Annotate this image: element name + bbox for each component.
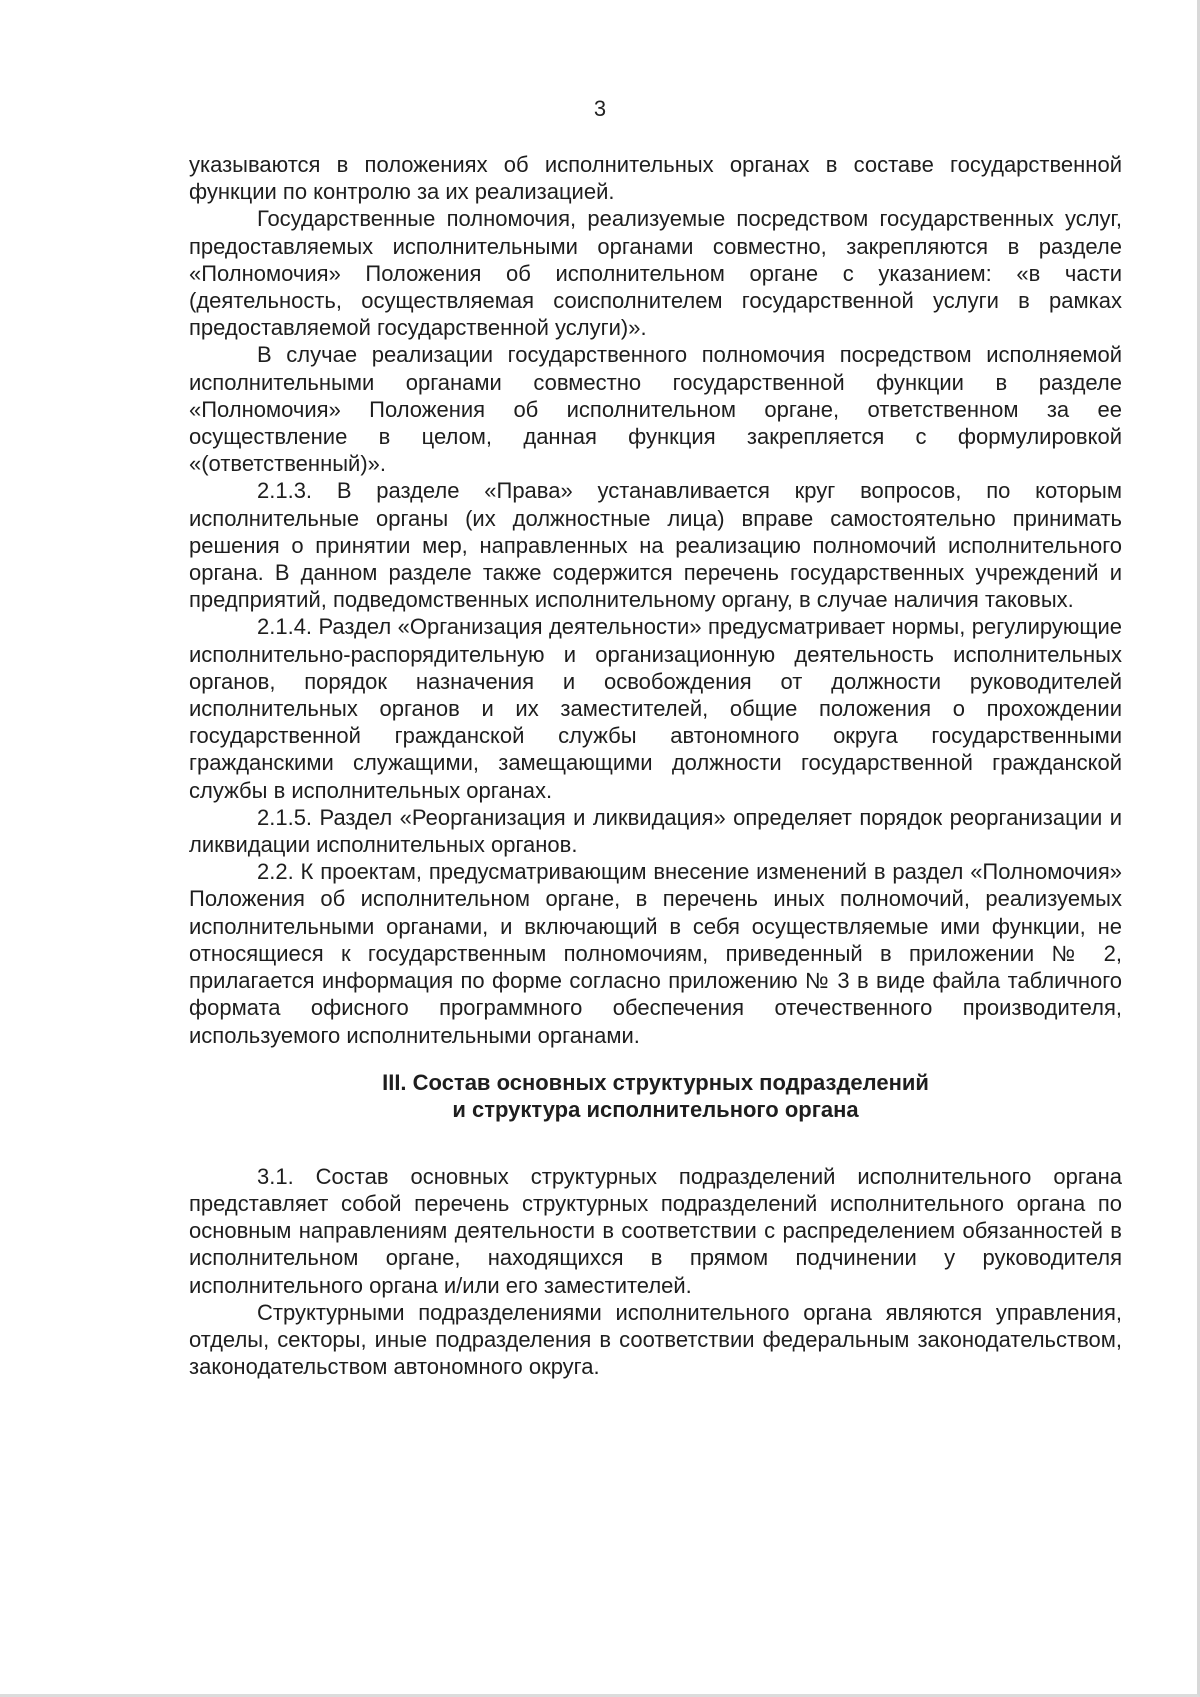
paragraph-2-1-3: 2.1.3. В разделе «Права» устанавливается круг вопросов, по которым исполнительные органы (их должностные лица) вправе самостоятельно принимать решения о принятии мер, направленных на реализацию полномочий исполнительного органа. В данном разделе также содержится перечень государственных учреждений и предприятий, подведомственных исполнительному органу, в случае наличия таковых. [189,478,1122,613]
page-number: 3 [593,96,607,121]
paragraph-3-1: 3.1. Состав основных структурных подразделений исполнительного органа представляет собой перечень структурных подразделений исполнительного органа по основным направлениям деятельности в соответствии с распределением обязанностей в исполнительном органе, находящихся в прямом подчинении у руководителя исполнительного органа и/или его заместителей. [189,1163,1122,1298]
paragraph-structural-units: Структурными подразделениями исполнительного органа являются управления, отделы, секторы, иные подразделения в соответствии федеральным законодательством, законодательством автономного округа. [189,1299,1122,1380]
section-heading-line-1: III. Состав основных структурных подразделений [382,1069,929,1095]
document-body [189,151,1122,1380]
paragraph-joint-services: Государственные полномочия, реализуемые посредством государственных услуг, предоставляемых исполнительными органами совместно, закрепляются в разделе «Полномочия» Положения об исполнительном органе с указанием: «в части (деятельность, осуществляемая соисполнителем государственной услуги в рамках предоставляемой государственной услуги)». [189,206,1122,341]
section-heading-line-2: и структура исполнительного органа [452,1096,859,1122]
section-heading [189,1069,1122,1123]
paragraph-2-1-5: 2.1.5. Раздел «Реорганизация и ликвидация» определяет порядок реорганизации и ликвидации исполнительных органов. [189,804,1122,858]
paragraph-2-2: 2.2. К проектам, предусматривающим внесение изменений в раздел «Полномочия» Положения об исполнительном органе, в перечень иных полномочий, реализуемых исполнительными органами, и включающий в себя осуществляемые ими функции, не относящиеся к государственным полномочиям, приведенный в приложении № 2, прилагается информация по форме согласно приложению № 3 в виде файла табличного формата офисного программного обеспечения отечественного производителя, используемого исполнительными органами. [189,859,1122,1048]
paragraph-joint-function: В случае реализации государственного полномочия посредством исполняемой исполнительными органами совместно государственной функции в разделе «Полномочия» Положения об исполнительном органе, ответственном за ее осуществление в целом, данная функция закрепляется с формулировкой «(ответственный)». [189,342,1122,477]
paragraph-2-1-4: 2.1.4. Раздел «Организация деятельности» предусматривает нормы, регулирующие исполнительно-распорядительную и организационную деятельность исполнительных органов, порядок назначения и освобождения от должности руководителей исполнительных органов и их заместителей, общие положения о прохождении государственной гражданской службы автономного округа государственными гражданскими служащими, замещающими должности государственной гражданской службы в исполнительных органах. [189,614,1122,803]
paragraph-continuation: указываются в положениях об исполнительных органах в составе государственной функции по контролю за их реализацией. [189,152,1122,205]
